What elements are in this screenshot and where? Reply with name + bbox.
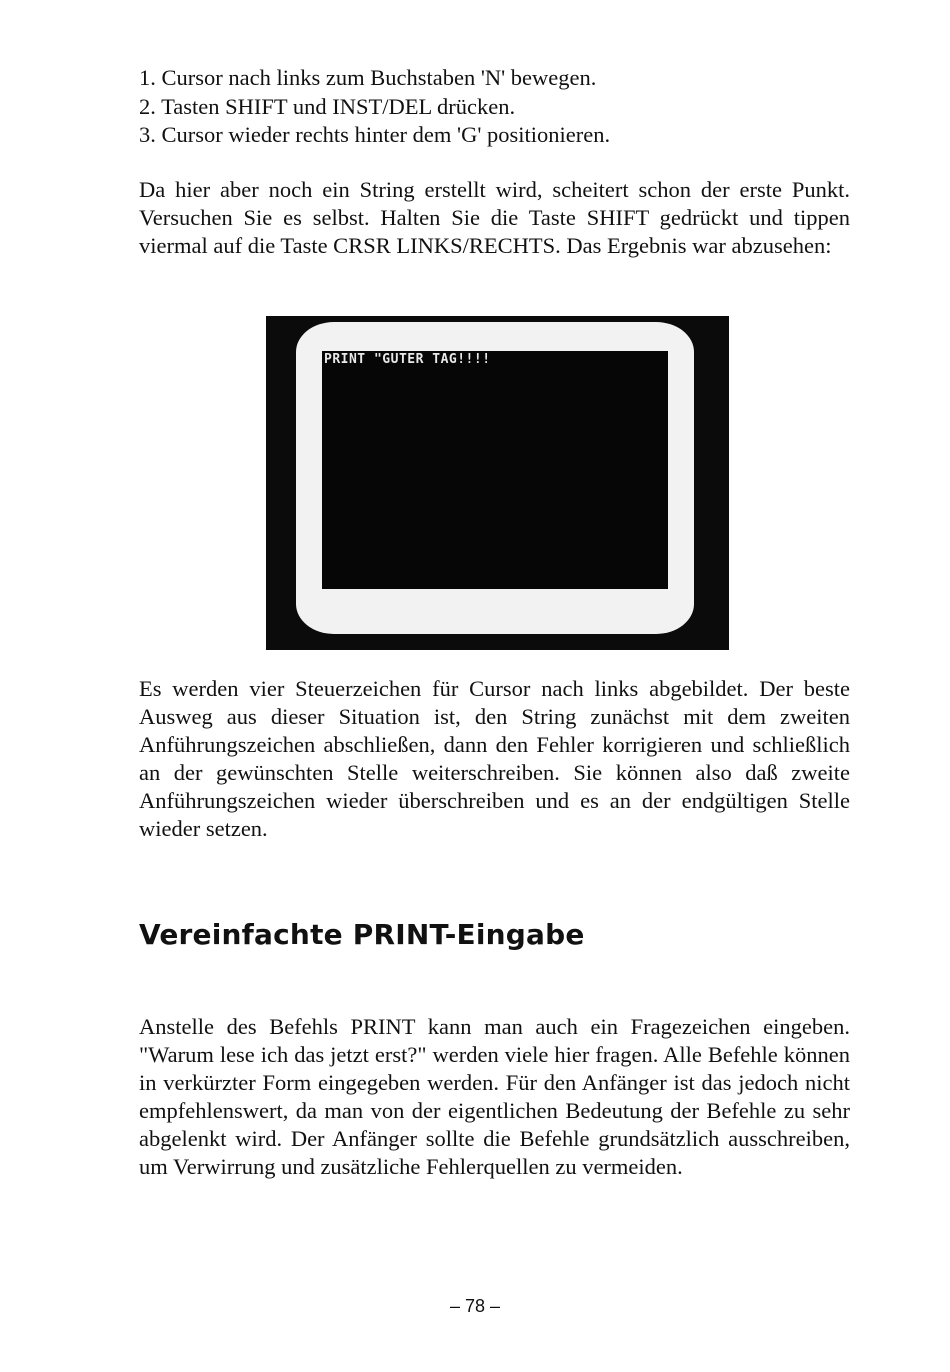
instruction-list bbox=[139, 64, 859, 150]
paragraph-intro: Da hier aber noch ein String erstellt wird, scheitert schon der erste Punkt. Versuchen Sie es selbst. Halten Sie die Taste SHIFT gedrückt und tippen viermal auf die Taste CRSR LINKS/RECHTS. Das Ergebnis war abzusehen: bbox=[139, 177, 850, 258]
list-item: 1. Cursor nach links zum Buchstaben 'N' bewegen. bbox=[139, 65, 597, 90]
paragraph-shortcut: Anstelle des Befehls PRINT kann man auch ein Fragezeichen eingeben. "Warum lese ich das jetzt erst?" werden viele hier fragen. Alle Befehle können in verkürzter Form eingegeben werden. Für den Anfänger ist das jedoch nicht empfehlenswert, da man von der eigentlichen Bedeutung der Befehle zu sehr abgelenkt wird. Der Anfänger sollte die Befehle grundsätzlich ausschreiben, um Verwirrung und zusätzliche Fehlerquellen zu vermeiden. bbox=[139, 1014, 850, 1179]
section-heading: Vereinfachte PRINT-Eingabe bbox=[139, 918, 585, 951]
tv-screen bbox=[322, 351, 668, 589]
list-item: 2. Tasten SHIFT und INST/DEL drücken. bbox=[139, 93, 516, 119]
screen-print-line: PRINT "GUTER TAG!!!! bbox=[324, 352, 491, 367]
list-item: 3. Cursor wieder rechts hinter dem 'G' positionieren. bbox=[139, 122, 611, 147]
paragraph-explanation: Es werden vier Steuerzeichen für Cursor nach links abgebildet. Der beste Ausweg aus dieser Situation ist, den String zunächst mit dem zweiten Anführungszeichen abschließen, dann den Fehler korrigieren und schließlich an der gewünschten Stelle weiterschreiben. Sie können also daß zweite Anführungszeichen wieder überschreiben und es an der endgültigen Stelle wieder setzen. bbox=[139, 676, 850, 841]
page-number: – 78 – bbox=[449, 1296, 501, 1316]
